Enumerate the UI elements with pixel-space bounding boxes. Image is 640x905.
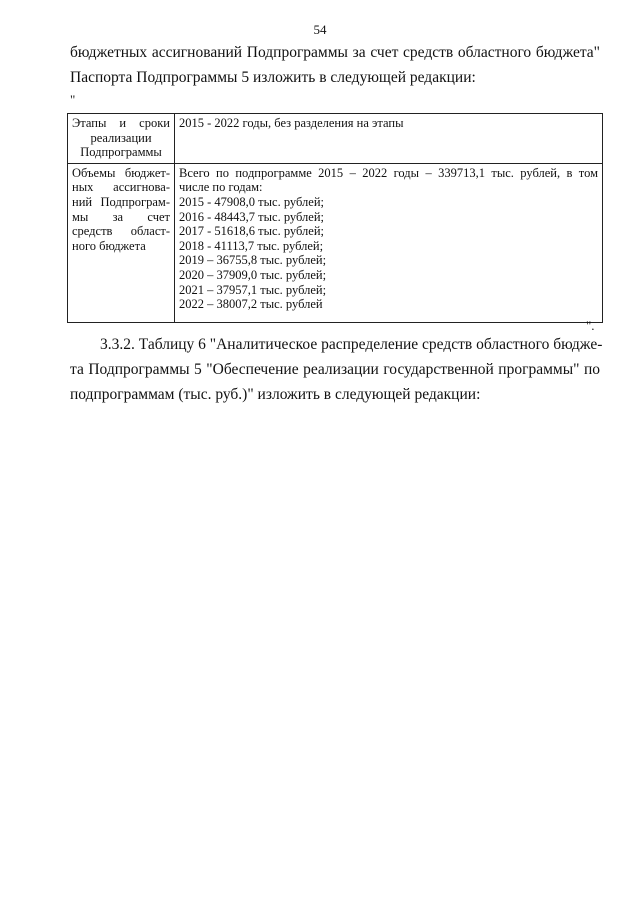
budget-year-item: 2015 - 47908,0 тыс. рублей;	[179, 194, 324, 209]
stages-value-cell	[175, 114, 603, 164]
budget-label-line: ний Подпрограм-	[72, 194, 170, 209]
intro-line-2: Паспорта Подпрограммы 5 изложить в следующей редакции:	[70, 69, 476, 86]
budget-label-line: мы за счет	[72, 209, 170, 224]
amendment-line-2: та Подпрограммы 5 "Обеспечение реализации государственной программы" по	[70, 361, 600, 378]
stages-label-line: Этапы и сроки	[72, 116, 170, 130]
budget-label-line: Объемы бюджет-	[72, 165, 170, 180]
budget-total-line: Всего по подпрограмме 2015 – 2022 годы – 339713,1 тыс. рублей, в том	[179, 165, 598, 180]
stages-label-line: Подпрограммы	[80, 145, 162, 160]
intro-paragraph	[70, 40, 600, 90]
stages-value: 2015 - 2022 годы, без разделения на этапы	[179, 116, 404, 130]
budget-label-line: ных ассигнова-	[72, 180, 170, 195]
amendment-paragraph	[70, 332, 603, 407]
budget-label-line: средств област-	[72, 224, 170, 239]
amendment-line-3: подпрограммам (тыс. руб.)" изложить в следующей редакции:	[70, 386, 481, 403]
closing-quote-mark: ".	[586, 318, 595, 333]
budget-label-cell	[68, 163, 175, 322]
table-row-stages	[68, 114, 603, 164]
stages-label-cell	[68, 114, 175, 164]
budget-year-item: 2017 - 51618,6 тыс. рублей;	[179, 224, 324, 239]
budget-year-item: 2018 - 41113,7 тыс. рублей;	[179, 238, 324, 253]
page-number: 54	[313, 22, 327, 37]
table-row-budget	[68, 163, 603, 322]
budget-year-item: 2019 – 36755,8 тыс. рублей;	[179, 253, 327, 268]
budget-year-item: 2021 – 37957,1 тыс. рублей;	[179, 282, 327, 297]
stages-label-line: реализации	[90, 130, 152, 145]
passport-table	[67, 113, 603, 323]
budget-value-cell	[175, 163, 603, 322]
opening-quote-mark: "	[70, 92, 76, 107]
budget-total-line: числе по годам:	[179, 180, 263, 195]
budget-year-item: 2016 - 48443,7 тыс. рублей;	[179, 209, 324, 224]
budget-label-line: ного бюджета	[72, 238, 146, 253]
amendment-line-1: 3.3.2. Таблицу 6 "Аналитическое распределение средств областного бюдже-	[100, 336, 603, 353]
budget-year-item: 2022 – 38007,2 тыс. рублей	[179, 297, 323, 312]
intro-line-1: бюджетных ассигнований Подпрограммы за счет средств областного бюджета"	[70, 44, 600, 61]
budget-year-item: 2020 – 37909,0 тыс. рублей;	[179, 267, 327, 282]
